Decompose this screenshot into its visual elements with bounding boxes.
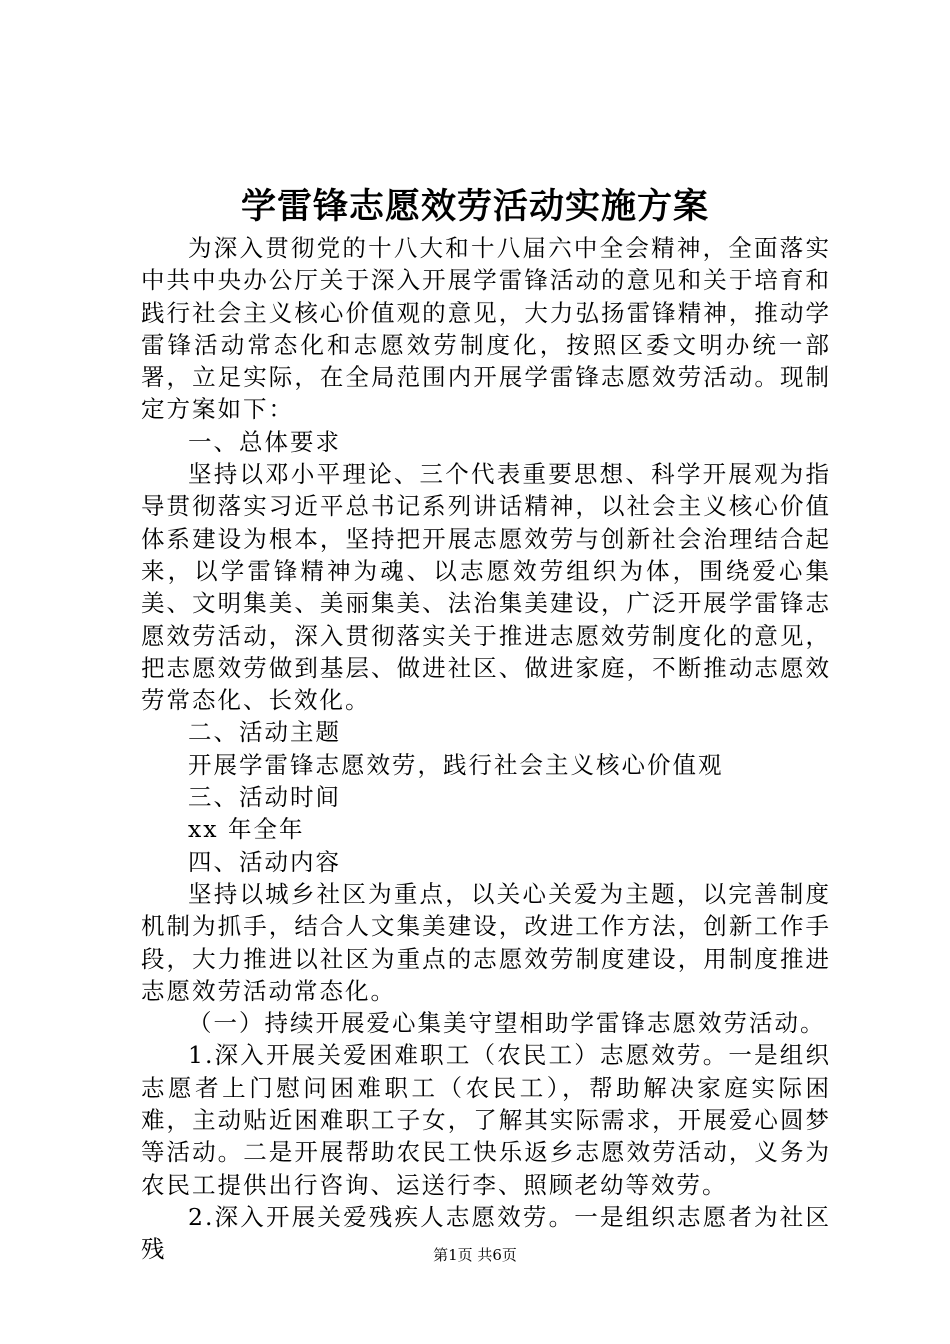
heading-activity-time: 三、活动时间 [188,783,341,812]
heading-activity-theme: 二、活动主题 [188,718,341,747]
subheading-item-1: （一）持续开展爱心集美守望相助学雷锋志愿效劳活动。 [188,1009,826,1038]
document-body [141,232,831,1266]
paragraph-activity-theme: 开展学雷锋志愿效劳，践行社会主义核心价值观 [188,750,724,779]
page-footer: 第1页 共6页 [433,1246,517,1264]
document-title: 学雷锋志愿效劳活动实施方案 [240,186,709,227]
paragraph-intro: 为深入贯彻党的十八大和十八届六中全会精神，全面落实中共中央办公厅关于深入开展学雷锋活动的意见和关于培育和践行社会主义核心价值观的意见，大力弘扬雷锋精神，推动学雷锋活动常态化和志愿效劳制度化，按照区委文明办统一部署，立足实际，在全局范围内开展学雷锋志愿效劳活动。现制定方案如下： [141,234,831,424]
heading-general-requirements: 一、总体要求 [188,427,341,456]
paragraph-item-1-1: 1.深入开展关爱困难职工（农民工）志愿效劳。一是组织志愿者上门慰问困难职工（农民工），帮助解决家庭实际困难，主动贴近困难职工子女，了解其实际需求，开展爱心圆梦等活动。二是开展帮助农民工快乐返乡志愿效劳活动，义务为农民工提供出行咨询、运送行李、照顾老幼等效劳。 [141,1041,831,1199]
paragraph-item-1-2: 2.深入开展关爱残疾人志愿效劳。一是组织志愿者为社区残 [141,1202,831,1264]
paragraph-activity-content: 坚持以城乡社区为重点，以关心关爱为主题，以完善制度机制为抓手，结合人文集美建设，改进工作方法，创新工作手段，大力推进以社区为重点的志愿效劳制度建设，用制度推进志愿效劳活动常态化。 [141,879,831,1005]
heading-activity-content: 四、活动内容 [188,847,341,876]
paragraph-general-requirements: 坚持以邓小平理论、三个代表重要思想、科学开展观为指导贯彻落实习近平总书记系列讲话精神，以社会主义核心价值体系建设为根本，坚持把开展志愿效劳与创新社会治理结合起来，以学雷锋精神为魂、以志愿效劳组织为体，围绕爱心集美、文明集美、美丽集美、法治集美建设，广泛开展学雷锋志愿效劳活动，深入贯彻落实关于推进志愿效劳制度化的意见，把志愿效劳做到基层、做进社区、做进家庭，不断推动志愿效劳常态化、长效化。 [141,460,831,715]
paragraph-activity-time: xx 年全年 [188,815,305,844]
